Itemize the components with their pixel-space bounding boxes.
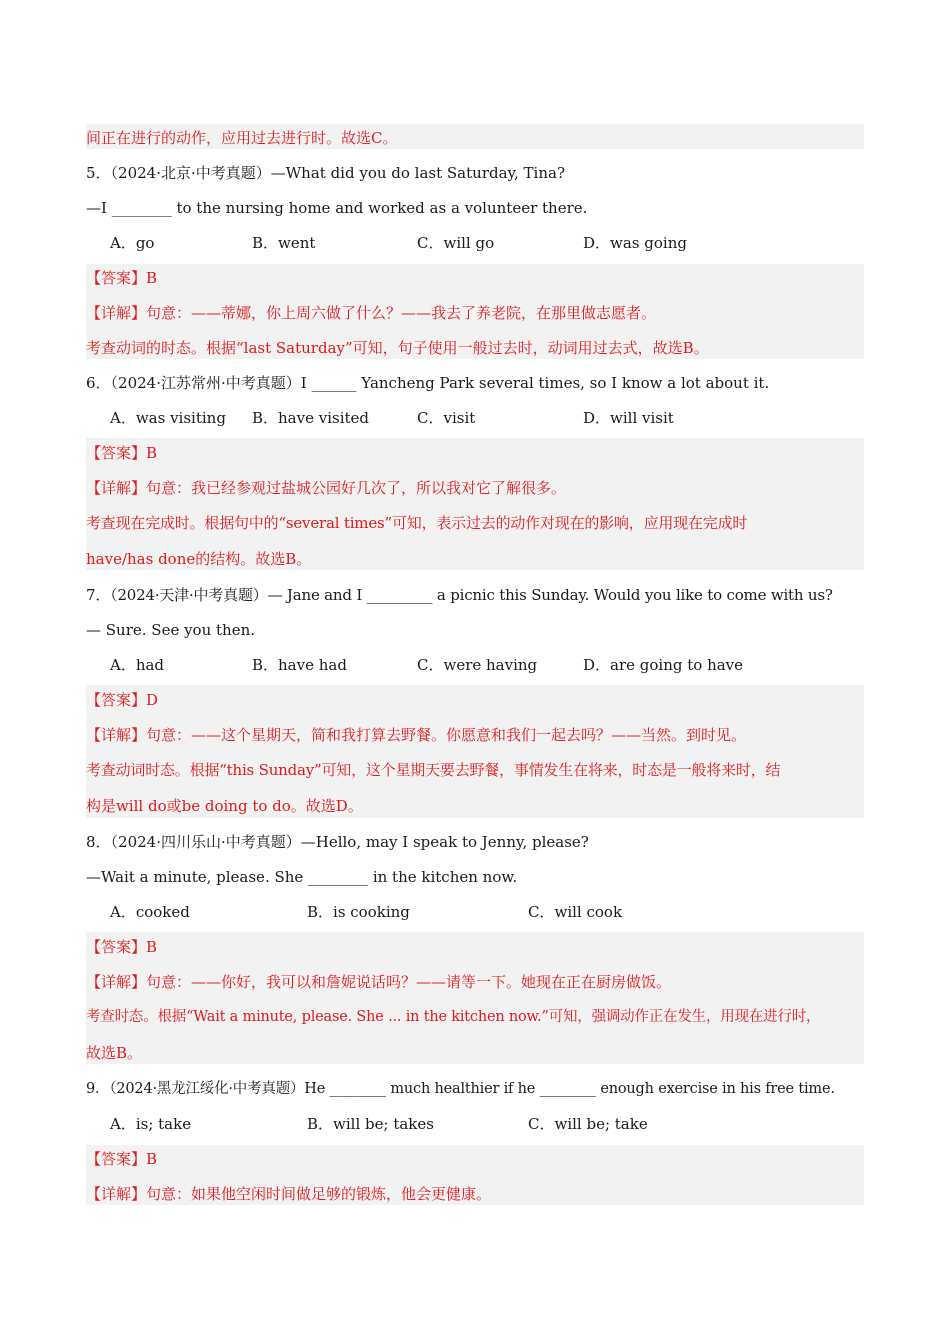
option-a: A．was visiting	[110, 409, 226, 427]
detail-text: 【详解】句意：如果他空闲时间做足够的锻炼，他会更健康。	[86, 1185, 492, 1203]
option-d: D．are going to have	[583, 656, 744, 674]
answer-label: 【答案】B	[86, 1150, 158, 1168]
option-d: D．was going	[583, 234, 687, 252]
question-line: —I ________ to the nursing home and worked as a volunteer there.	[86, 199, 588, 217]
answer-label: 【答案】D	[86, 691, 159, 709]
option-a: A．cooked	[110, 903, 190, 921]
option-b: B．have had	[252, 656, 347, 674]
explanation-text: 考查动词的时态。根据“last Saturday”可知，句子使用一般过去时，动词用过去式，故选B。	[86, 339, 709, 357]
option-b: B．is cooking	[307, 903, 410, 921]
explanation-text-cont: 故选B。	[86, 1044, 143, 1062]
option-c: C．will be; take	[528, 1115, 648, 1133]
explanation-text-cont: 构是will do或be doing to do。故选D。	[86, 797, 363, 815]
question-line: —Wait a minute, please. She ________ in the kitchen now.	[86, 868, 518, 886]
option-a: A．go	[110, 234, 155, 252]
option-c: C．were having	[417, 656, 538, 674]
question-stem: 6．（2024·江苏常州·中考真题）I ______ Yancheng Park several times, so I know a lot about it.	[86, 374, 770, 392]
detail-text: 【详解】句意：——这个星期天，简和我打算去野餐。你愿意和我们一起去吗？——当然。到时见。	[86, 726, 747, 744]
question-stem: 7．（2024·天津·中考真题）— Jane and I _________ a picnic this Sunday. Would you like to come with us?	[86, 586, 833, 604]
answer-band	[86, 932, 864, 1064]
answer-label: 【答案】B	[86, 269, 158, 287]
question-stem: 9．（2024·黑龙江绥化·中考真题）He ________ much healthier if he ________ enough exercise in his free time.	[86, 1081, 835, 1097]
option-c: C．visit	[417, 409, 476, 427]
question-stem: 5．（2024·北京·中考真题）—What did you do last Saturday, Tina?	[86, 164, 565, 182]
explanation-text: 考查时态。根据“Wait a minute, please. She ... in the kitchen now.”可知，强调动作正在发生，用现在进行时，	[86, 1009, 821, 1025]
option-c: C．will cook	[528, 903, 623, 921]
explanation-text: 考查动词时态。根据“this Sunday”可知，这个星期天要去野餐，事情发生在将来，时态是一般将来时，结	[86, 761, 781, 779]
question-line: — Sure. See you then.	[86, 621, 256, 639]
option-b: B．have visited	[252, 409, 370, 427]
option-a: A．is; take	[110, 1115, 192, 1133]
question-stem: 8．（2024·四川乐山·中考真题）—Hello, may I speak to Jenny, please?	[86, 833, 589, 851]
explanation-text-cont: have/has done的结构。故选B。	[86, 550, 312, 568]
detail-text: 【详解】句意：——你好，我可以和詹妮说话吗？——请等一下。她现在正在厨房做饭。	[86, 973, 672, 991]
answer-label: 【答案】B	[86, 444, 158, 462]
option-b: B．went	[252, 234, 316, 252]
detail-text: 【详解】句意：——蒂娜，你上周六做了什么？——我去了养老院，在那里做志愿者。	[86, 304, 657, 322]
option-d: D．will visit	[583, 409, 674, 427]
detail-text: 【详解】句意：我已经参观过盐城公园好几次了，所以我对它了解很多。	[86, 479, 567, 497]
option-b: B．will be; takes	[307, 1115, 434, 1133]
previous-explanation-tail: 间正在进行的动作，应用过去进行时。故选C。	[86, 129, 398, 147]
option-c: C．will go	[417, 234, 495, 252]
answer-label: 【答案】B	[86, 938, 158, 956]
option-a: A．had	[110, 656, 165, 674]
explanation-text: 考查现在完成时。根据句中的“several times”可知，表示过去的动作对现在的影响，应用现在完成时	[86, 514, 748, 532]
